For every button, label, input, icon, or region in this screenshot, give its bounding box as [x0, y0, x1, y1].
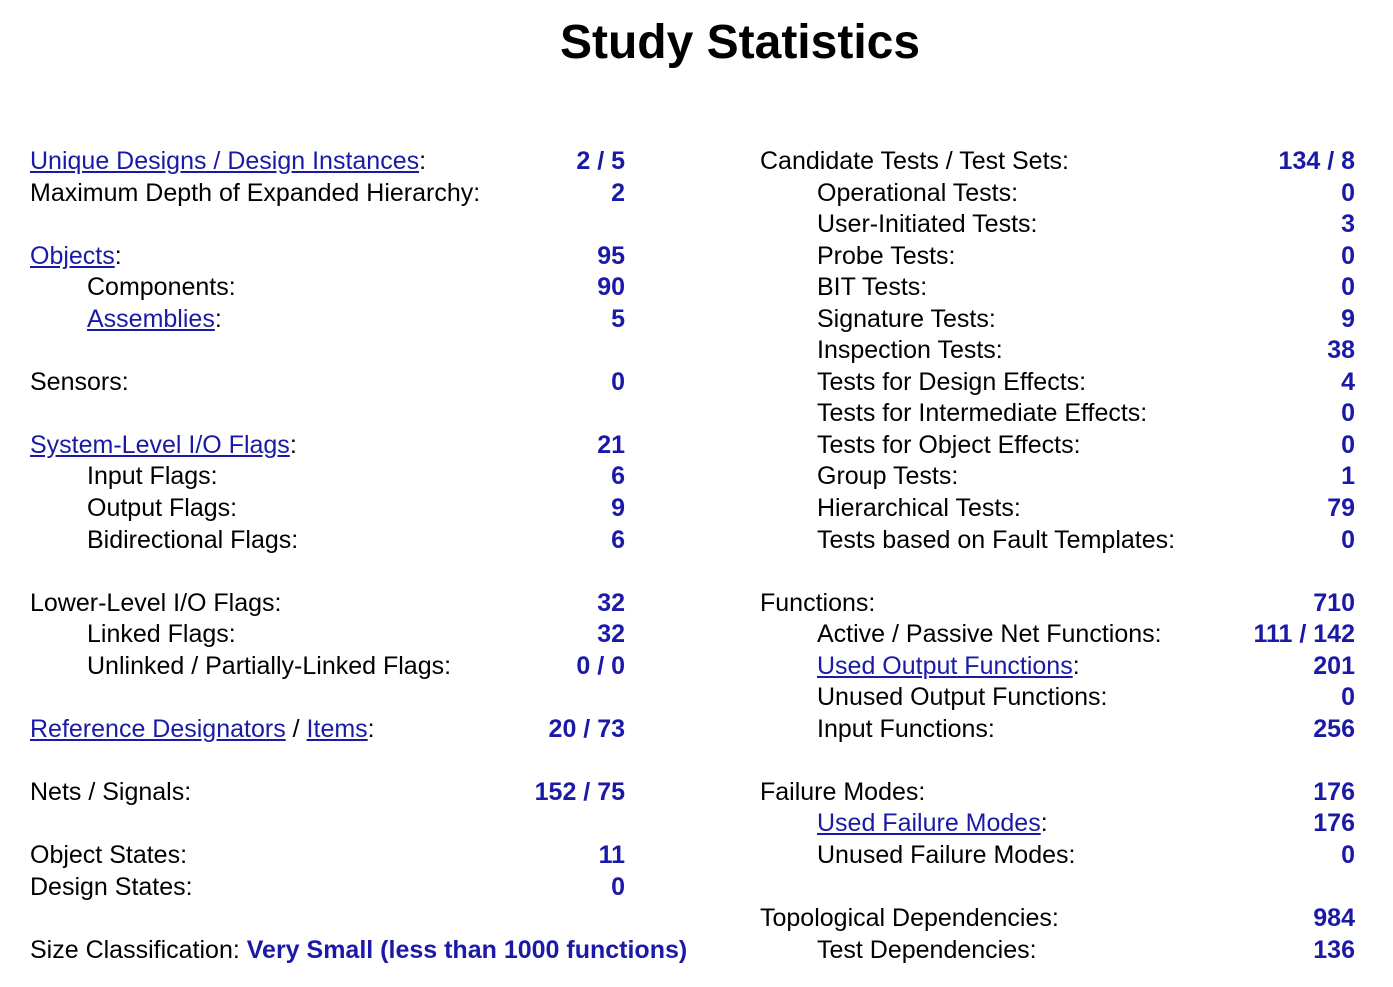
inspection-tests-row [760, 335, 1355, 367]
spacer [760, 745, 1355, 777]
lower-io-flags-row [30, 588, 625, 620]
objects-row [30, 241, 625, 273]
probe-tests-value: 0 [1341, 241, 1355, 270]
assemblies-value: 5 [611, 304, 625, 333]
unique-designs-suffix: : [419, 147, 427, 175]
used-failure-modes-link[interactable]: Used Failure Modes [817, 809, 1041, 838]
user-initiated-tests-label: User-Initiated Tests: [817, 210, 1038, 239]
candidate-tests-value: 134 / 8 [1278, 147, 1355, 175]
signature-tests-value: 9 [1341, 304, 1355, 333]
left-column [30, 146, 688, 966]
object-states-value: 11 [598, 841, 625, 870]
unique-designs-link[interactable]: Unique Designs / Design Instances [30, 147, 420, 175]
active-passive-net-row [760, 619, 1355, 651]
input-flags-row [30, 461, 625, 493]
failure-modes-row [760, 777, 1355, 809]
reference-designators-row [30, 714, 625, 746]
input-functions-row [760, 714, 1355, 746]
bit-tests-row [760, 272, 1355, 304]
bit-tests-value: 0 [1341, 273, 1355, 302]
operational-tests-row [760, 178, 1355, 210]
topological-dependencies-row [760, 903, 1355, 935]
probe-tests-label: Probe Tests: [817, 241, 956, 270]
intermediate-effects-tests-label: Tests for Intermediate Effects: [817, 399, 1148, 428]
input-functions-label: Input Functions: [817, 714, 995, 743]
intermediate-effects-tests-value: 0 [1341, 399, 1355, 428]
fault-template-tests-value: 0 [1341, 525, 1355, 554]
objects-link[interactable]: Objects [30, 241, 115, 270]
sensors-value: 0 [611, 367, 625, 396]
components-label: Components: [87, 273, 236, 302]
linked-flags-row [30, 619, 625, 651]
unique-designs-row [30, 146, 625, 178]
user-initiated-tests-value: 3 [1341, 210, 1355, 239]
reference-designators-link[interactable]: Reference Designators [30, 714, 286, 743]
failure-modes-value: 176 [1313, 777, 1355, 806]
design-effects-tests-row [760, 367, 1355, 399]
bidirectional-flags-value: 6 [611, 525, 625, 554]
operational-tests-value: 0 [1341, 178, 1355, 207]
components-value: 90 [597, 273, 625, 302]
unused-failure-modes-row [760, 840, 1355, 872]
unused-failure-modes-value: 0 [1341, 841, 1355, 870]
size-classification-label: Size Classification: [30, 935, 247, 964]
test-dependencies-value: 136 [1313, 935, 1355, 964]
inspection-tests-label: Inspection Tests: [817, 336, 1003, 365]
size-classification-value: Very Small (less than 1000 functions) [246, 935, 688, 964]
object-effects-tests-value: 0 [1341, 430, 1355, 459]
topological-dependencies-label: Topological Dependencies: [760, 904, 1059, 933]
components-row [30, 272, 625, 304]
object-effects-tests-row [760, 430, 1355, 462]
object-states-label: Object States: [30, 841, 188, 870]
hierarchical-tests-value: 79 [1327, 494, 1355, 523]
spacer [30, 808, 625, 840]
input-functions-value: 256 [1313, 714, 1355, 743]
topological-dependencies-value: 984 [1313, 904, 1355, 933]
objects-value: 95 [597, 241, 625, 270]
used-failure-modes-row [760, 808, 1355, 840]
output-flags-value: 9 [611, 494, 625, 523]
right-column [760, 146, 1355, 966]
page-title: Study Statistics [559, 16, 921, 69]
group-tests-row [760, 461, 1355, 493]
unique-designs-value: 2 / 5 [576, 147, 625, 175]
object-effects-tests-label: Tests for Object Effects: [817, 430, 1081, 459]
input-flags-value: 6 [611, 462, 625, 491]
lower-io-flags-value: 32 [597, 588, 625, 617]
used-output-functions-link[interactable]: Used Output Functions [817, 651, 1073, 680]
spacer [30, 745, 625, 777]
linked-flags-label: Linked Flags: [87, 620, 236, 649]
bidirectional-flags-row [30, 525, 625, 557]
user-initiated-tests-row [760, 209, 1355, 241]
assemblies-row [30, 304, 625, 336]
nets-signals-row [30, 777, 625, 809]
unused-output-functions-value: 0 [1341, 683, 1355, 712]
max-depth-row [30, 178, 625, 210]
unused-output-functions-row [760, 682, 1355, 714]
hierarchical-tests-label: Hierarchical Tests: [817, 494, 1021, 523]
design-states-label: Design States: [30, 872, 193, 901]
group-tests-label: Group Tests: [817, 462, 959, 491]
unlinked-flags-value: 0 / 0 [576, 651, 625, 680]
spacer [30, 335, 625, 367]
signature-tests-row [760, 304, 1355, 336]
max-depth-value: 2 [611, 178, 625, 207]
system-io-flags-link[interactable]: System-Level I/O Flags [30, 430, 290, 459]
max-depth-label: Maximum Depth of Expanded Hierarchy: [30, 178, 481, 207]
size-classification-row [30, 935, 688, 967]
objects-suffix: : [114, 241, 122, 270]
items-link[interactable]: Items [306, 714, 368, 743]
functions-label: Functions: [760, 588, 876, 617]
output-flags-label: Output Flags: [87, 494, 238, 523]
bidirectional-flags-label: Bidirectional Flags: [87, 525, 299, 554]
fault-template-tests-row [760, 525, 1355, 557]
nets-signals-value: 152 / 75 [534, 777, 625, 806]
spacer [760, 556, 1355, 588]
used-failure-modes-value: 176 [1313, 809, 1355, 838]
object-states-row [30, 840, 625, 872]
functions-value: 710 [1313, 588, 1355, 617]
nets-signals-label: Nets / Signals: [30, 777, 192, 806]
candidate-tests-row [760, 146, 1355, 178]
reference-designators-separator: / [285, 714, 307, 743]
inspection-tests-value: 38 [1327, 336, 1355, 365]
assemblies-suffix: : [214, 304, 222, 333]
unused-failure-modes-label: Unused Failure Modes: [817, 841, 1076, 870]
test-dependencies-label: Test Dependencies: [817, 935, 1037, 964]
design-effects-tests-label: Tests for Design Effects: [817, 367, 1087, 396]
unused-output-functions-label: Unused Output Functions: [817, 683, 1108, 712]
design-states-row [30, 872, 625, 904]
unlinked-flags-label: Unlinked / Partially-Linked Flags: [87, 651, 452, 680]
assemblies-link[interactable]: Assemblies [87, 304, 215, 333]
system-io-flags-row [30, 430, 625, 462]
system-io-flags-suffix: : [289, 430, 297, 459]
signature-tests-label: Signature Tests: [817, 304, 996, 333]
sensors-label: Sensors: [30, 367, 129, 396]
design-states-value: 0 [611, 872, 625, 901]
output-flags-row [30, 493, 625, 525]
intermediate-effects-tests-row [760, 398, 1355, 430]
fault-template-tests-label: Tests based on Fault Templates: [817, 525, 1176, 554]
used-output-functions-row [760, 651, 1355, 683]
reference-designators-suffix: : [367, 714, 375, 743]
sensors-row [30, 367, 625, 399]
used-failure-modes-suffix: : [1040, 809, 1048, 838]
spacer [30, 682, 625, 714]
operational-tests-label: Operational Tests: [817, 178, 1019, 207]
active-passive-net-value: 111 / 142 [1253, 620, 1355, 649]
hierarchical-tests-row [760, 493, 1355, 525]
probe-tests-row [760, 241, 1355, 273]
reference-designators-value: 20 / 73 [548, 714, 625, 743]
spacer [30, 556, 625, 588]
bit-tests-label: BIT Tests: [817, 273, 928, 302]
test-dependencies-row [760, 935, 1355, 967]
design-effects-tests-value: 4 [1341, 367, 1355, 396]
system-io-flags-value: 21 [597, 430, 625, 459]
spacer [30, 903, 625, 935]
lower-io-flags-label: Lower-Level I/O Flags: [30, 588, 282, 617]
functions-row [760, 588, 1355, 620]
used-output-functions-value: 201 [1313, 651, 1355, 680]
group-tests-value: 1 [1341, 462, 1355, 491]
spacer [30, 209, 625, 241]
linked-flags-value: 32 [597, 620, 625, 649]
spacer [760, 872, 1355, 904]
input-flags-label: Input Flags: [87, 462, 218, 491]
unlinked-flags-row [30, 651, 625, 683]
used-output-functions-suffix: : [1072, 651, 1080, 680]
active-passive-net-label: Active / Passive Net Functions: [817, 620, 1162, 649]
candidate-tests-label: Candidate Tests / Test Sets: [760, 147, 1069, 175]
failure-modes-label: Failure Modes: [760, 777, 926, 806]
spacer [30, 398, 625, 430]
